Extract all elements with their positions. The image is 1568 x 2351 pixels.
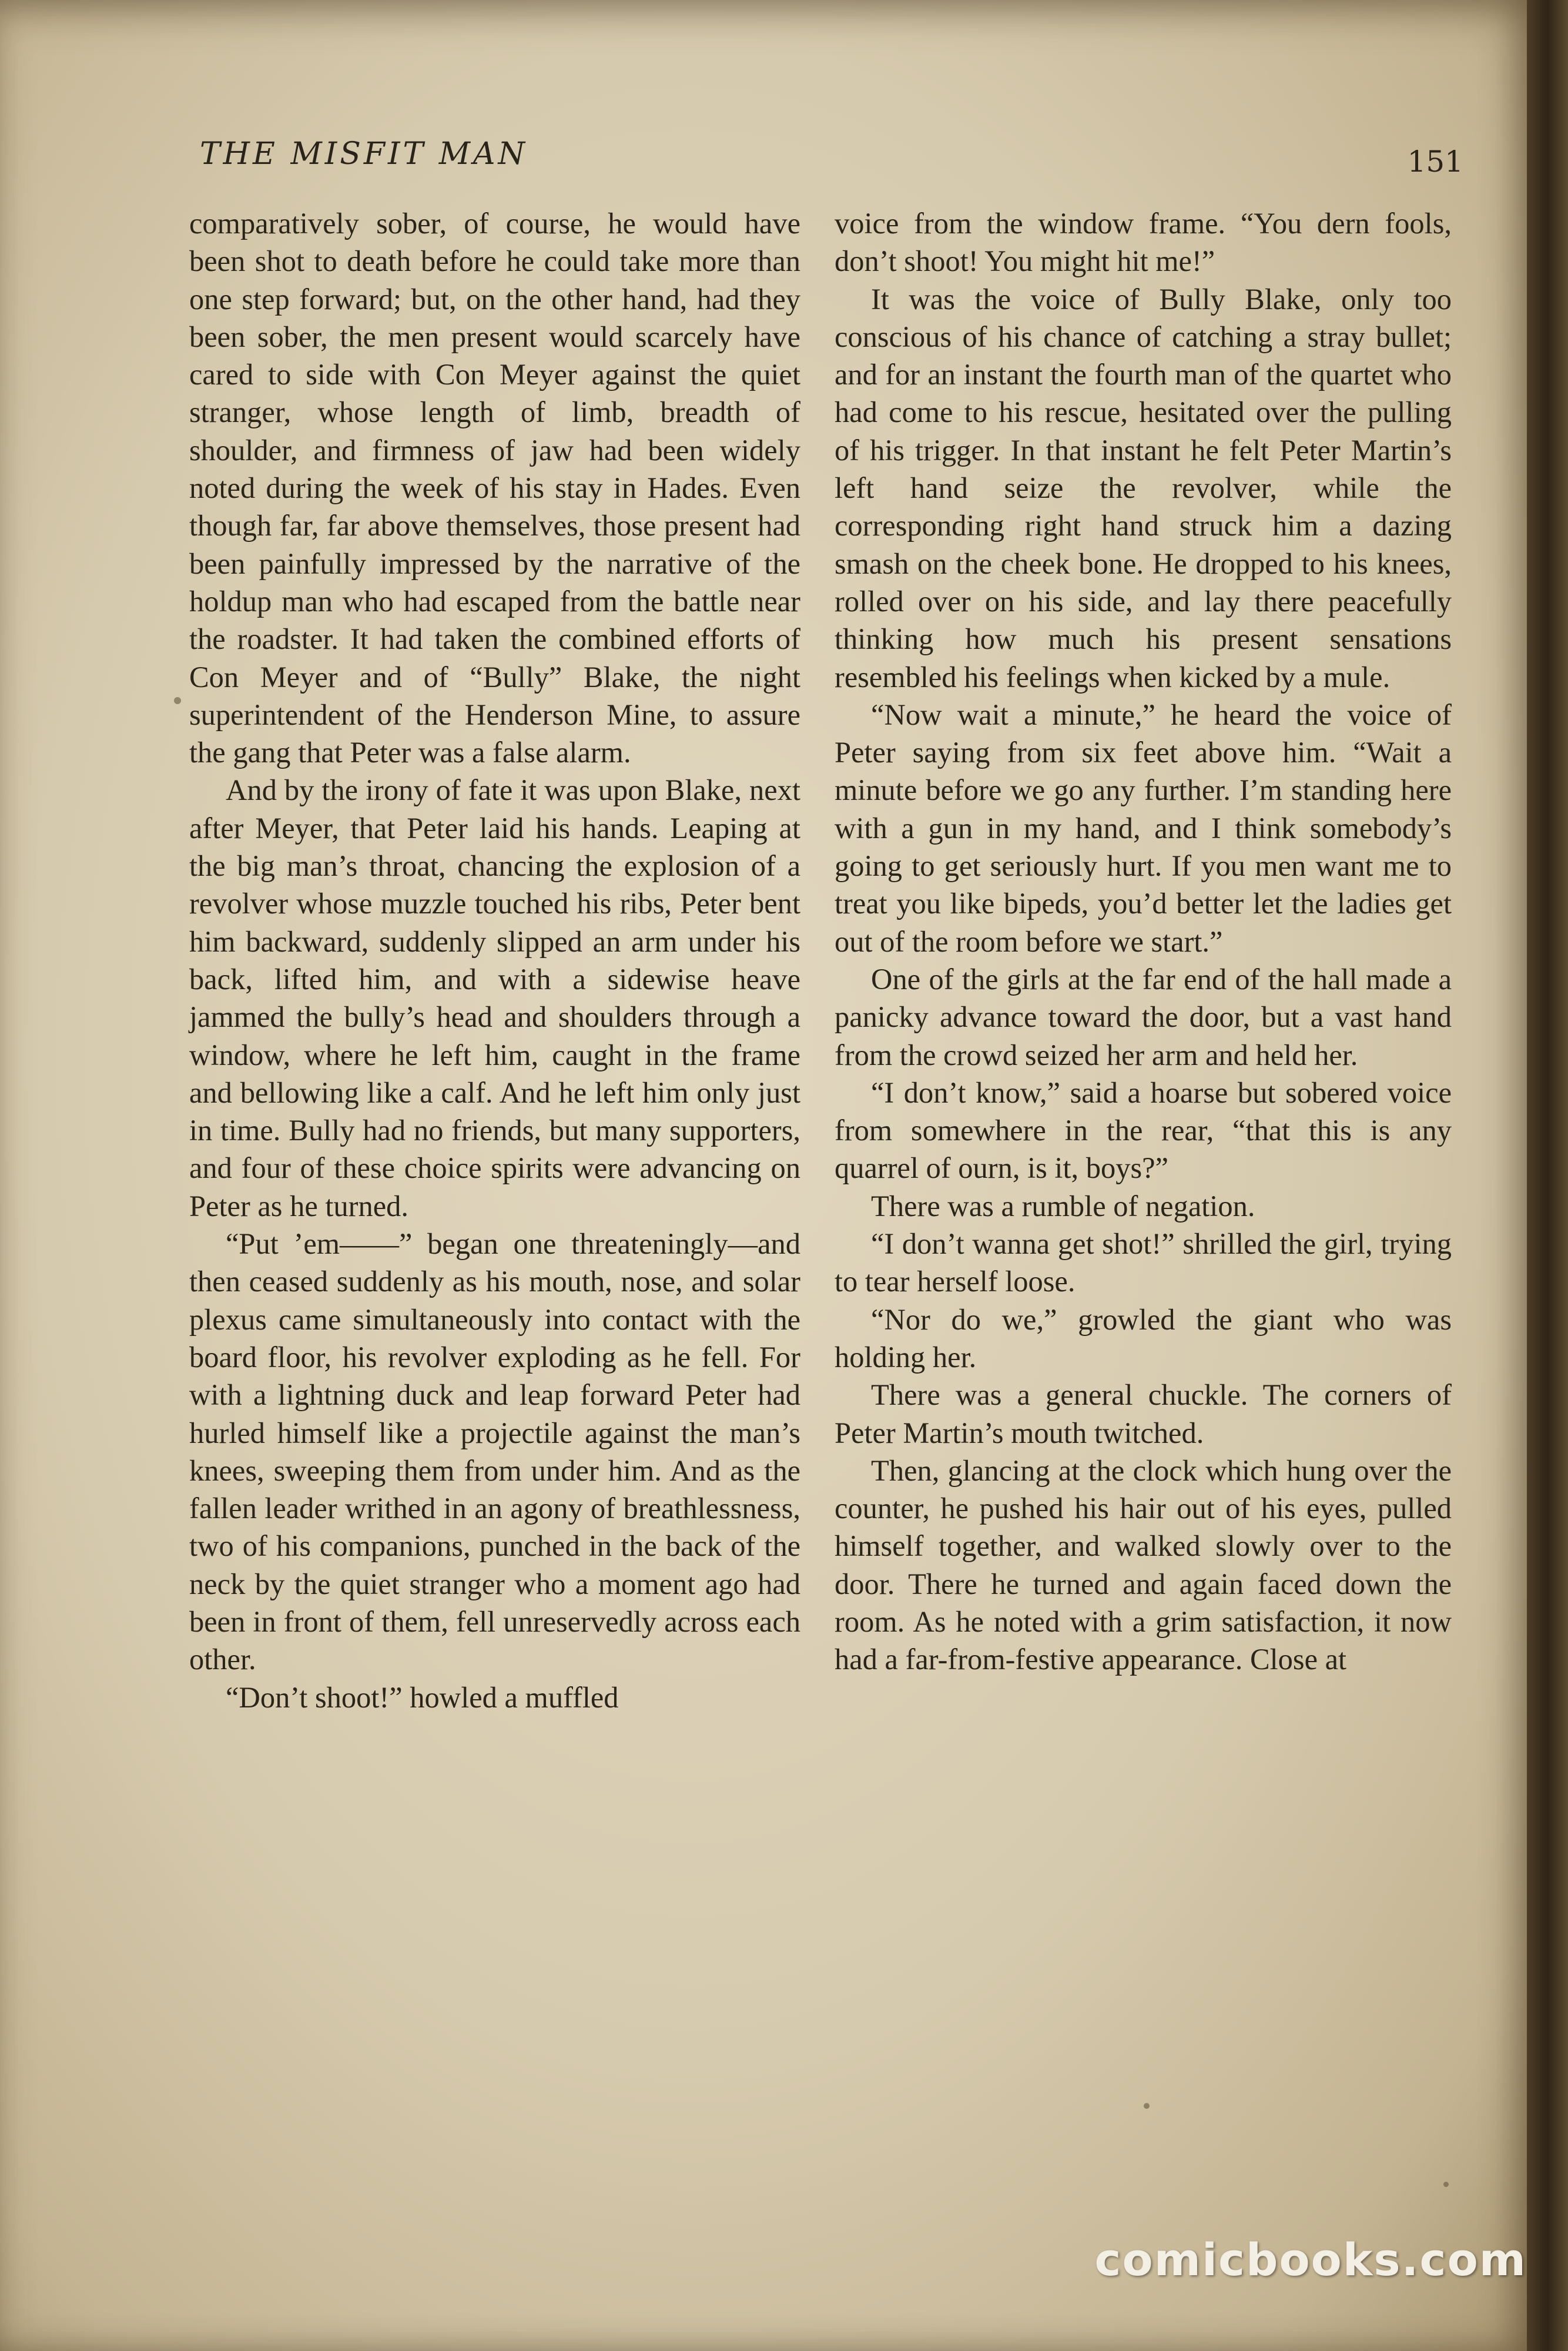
paragraph: “Put ’em——” began one threateningly—and then ceased suddenly as his mouth, nose, and solar plexus came simultaneously into contact with the board floor, his revolver exploding as he fell. For with a lightning duck and leap forward Peter had hurled himself like a projectile against the man’s knees, sweeping them from under him. And as the fallen leader writhed in an agony of breathlessness, two of his companions, punched in the back of the neck by the quiet stranger who a moment ago had been in front of them, fell unreservedly across each other. [189, 1227, 800, 1676]
paragraph: And by the irony of fate it was upon Blake, next after Meyer, that Peter laid his hands. Leaping at the big man’s throat, chancing the explosion of a revolver whose muzzle touched his ribs, Peter bent him backward, suddenly slipped an arm under his back, lifted him, and with a sidewise heave jammed the bully’s head and shoulders through a window, where he left him, caught in the frame and bellowing like a calf. And he left him only just in time. Bully had no friends, but many supporters, and four of these choice spirits were advancing on Peter as he turned. [189, 773, 800, 1223]
paragraph: “Nor do we,” growled the giant who was holding her. [835, 1302, 1452, 1374]
paragraph: It was the voice of Bully Blake, only too conscious of his chance of catching a stray bullet; and for an instant the fourth man of the quartet who had come to his rescue, hesitated over the pulling of his trigger. In that instant he felt Peter Martin’s left hand seize the revolver, while the corresponding right hand struck him a dazing smash on the cheek bone. He dropped to his knees, rolled over on his side, and lay there peacefully thinking how much his present sensations resembled his feelings when kicked by a mule. [835, 282, 1452, 694]
watermark: comicbooks.com [1094, 2233, 1527, 2286]
paragraph: Then, glancing at the clock which hung over the counter, he pushed his hair out of his eyes, pulled himself together, and walked slowly over to the door. There he turned and again faced down the room. As he noted with a grim satisfaction, it now had a far-from-festive appearance. Close at [835, 1454, 1452, 1676]
paragraph: “Now wait a minute,” he heard the voice of Peter saying from six feet above him. “Wait a minute before we go any further. I’m standing here with a gun in my hand, and I think somebody’s going to get seriously hurt. If you men want me to treat you like bipeds, you’d better let the ladies get out of the room before we start.” [835, 698, 1452, 958]
book-spine [1527, 0, 1568, 2351]
paper-speck [1144, 2103, 1150, 2109]
paragraph: comparatively sober, of course, he would have been shot to death before he could take more than one step forward; but, on the other hand, had they been sober, the men present would scarcely have cared to side with Con Meyer against the quiet stranger, whose length of limb, breadth of shoulder, and firmness of jaw had been widely noted during the week of his stay in Hades. Even though far, far above themselves, those present had been painfully impressed by the narrative of the holdup man who had escaped from the battle near the roadster. It had taken the combined efforts of Con Meyer and of “Bully” Blake, the night superintendent of the Henderson Mine, to assure the gang that Peter was a false alarm. [189, 207, 800, 769]
page-number: 151 [1407, 145, 1463, 179]
page-header [200, 136, 1463, 183]
running-title: THE MISFIT MAN [200, 136, 528, 172]
paper-speck [174, 697, 181, 704]
paragraph: “I don’t wanna get shot!” shrilled the girl, trying to tear herself loose. [835, 1227, 1452, 1298]
paragraph: “Don’t shoot!” howled a muffled [226, 1680, 619, 1714]
paragraph: “I don’t know,” said a hoarse but sobered voice from somewhere in the rear, “that this is any quarrel of ourn, is it, boys?” [835, 1076, 1452, 1185]
paragraph: There was a rumble of negation. [871, 1189, 1255, 1223]
paper-speck [1443, 2182, 1449, 2187]
paragraph: One of the girls at the far end of the hall made a panicky advance toward the door, but a vast hand from the crowd seized her arm and held her. [835, 962, 1452, 1071]
left-column [189, 205, 800, 1716]
paragraph: voice from the window frame. “You dern fools, don’t shoot! You might hit me!” [835, 207, 1452, 278]
right-column [835, 205, 1452, 1679]
paragraph: There was a general chuckle. The corners of Peter Martin’s mouth twitched. [835, 1378, 1452, 1449]
